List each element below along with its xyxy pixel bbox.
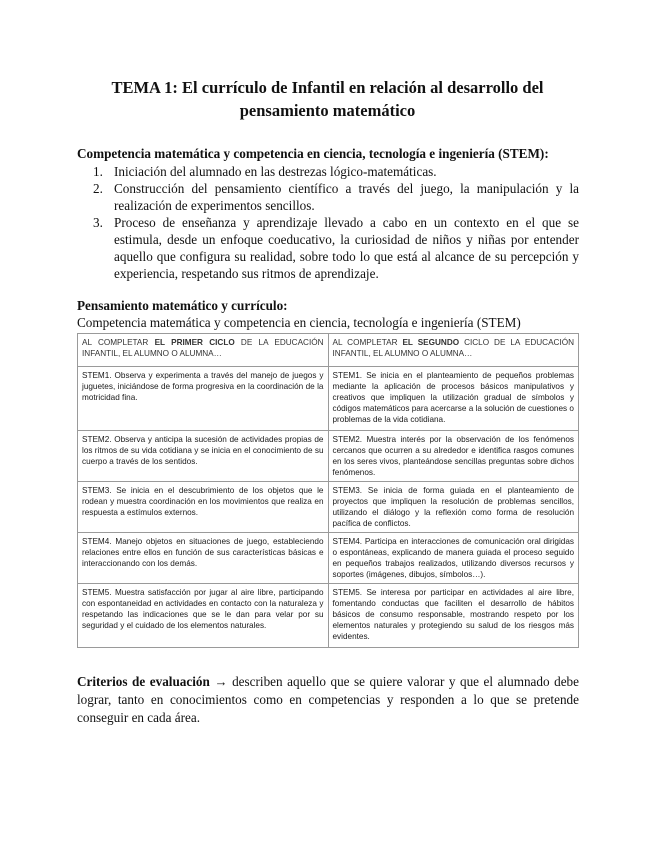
page-title-line-2: pensamiento matemático (239, 101, 416, 120)
header-first-cycle (78, 334, 329, 367)
table-cell-first-cycle: STEM1. Observa y experimenta a través del manejo de juegos y juguetes, iniciándose de forma progresiva en la coordinación de la motricidad fina. (78, 367, 329, 431)
list-item (93, 163, 579, 180)
table-cell-second-cycle: STEM5. Se interesa por participar en actividades al aire libre, fomentando conductas que faciliten el desarrollo de hábitos básicos de consumo responsable, mostrando respeto por los elementos naturales y protegiendo su salud de los riesgos más evidentes. (328, 584, 579, 648)
stem-criteria-table (77, 333, 579, 648)
header-first-cycle-bold: EL PRIMER CICLO (154, 338, 235, 347)
table-row (78, 367, 579, 431)
list-item-text: Iniciación del alumnado en las destrezas lógico-matemáticas. (114, 164, 437, 179)
table-cell-first-cycle: STEM3. Se inicia en el descubrimiento de los objetos que le rodean y muestra coordinación en los movimientos que realiza en respuesta a estímulos externos. (78, 482, 329, 533)
evaluation-criteria-paragraph (77, 673, 579, 727)
table-cell-second-cycle: STEM1. Se inicia en el planteamiento de pequeños problemas mediante la aplicación de procesos básicos manipulativos y creativos que impliquen la utilización gradual de símbolos y códigos matemáticos para acercarse a la solución de cuestiones o problemas de la vida cotidiana. (328, 367, 579, 431)
header-first-cycle-post: DE LA EDUCACIÓN INFANTIL, EL ALUMNO O ALUMNA… (82, 338, 324, 358)
header-second-cycle-bold: EL SEGUNDO (402, 338, 460, 347)
table-row (78, 584, 579, 648)
header-second-cycle (328, 334, 579, 367)
table-row (78, 431, 579, 482)
table-cell-first-cycle: STEM5. Muestra satisfacción por jugar al aire libre, participando con espontaneidad en actividades en contacto con la naturaleza y respetando las indicaciones que se le dan para velar por su seguridad y el cuidado de los elementos naturales. (78, 584, 329, 648)
table-row (78, 482, 579, 533)
page-title-line-1: TEMA 1: El currículo de Infantil en relación al desarrollo del (111, 78, 544, 97)
section-heading-stem: Competencia matemática y competencia en ciencia, tecnología e ingeniería (STEM): (77, 146, 549, 161)
table-cell-second-cycle: STEM2. Muestra interés por la observación de los fenómenos cercanos que ocurren a su alrededor e identifica rasgos comunes en los seres vivos, planteándose sencillas preguntas sobre dichos fenómenos. (328, 431, 579, 482)
header-second-cycle-pre: AL COMPLETAR (332, 338, 403, 347)
stem-competence-list (93, 163, 579, 282)
list-item-number: 3. (93, 215, 103, 230)
list-item (93, 214, 579, 282)
table-cell-first-cycle: STEM4. Manejo objetos en situaciones de juego, estableciendo relaciones entre ellos en función de sus características básicas e interaccionando con los demás. (78, 533, 329, 584)
header-second-cycle-post: CICLO DE LA EDUCACIÓN INFANTIL, EL ALUMNO O ALUMNA… (332, 338, 574, 358)
table-row (78, 533, 579, 584)
section-subtitle: Competencia matemática y competencia en ciencia, tecnología e ingeniería (STEM) (77, 315, 521, 330)
section-heading-curriculum: Pensamiento matemático y currículo: (77, 298, 288, 313)
page-title (70, 76, 585, 122)
table-cell-second-cycle: STEM3. Se inicia de forma guiada en el planteamiento de proyectos que impliquen la resolución de problemas sencillos, utilizando el diálogo y la reflexión como forma de resolución pacífica de conflictos. (328, 482, 579, 533)
list-item-number: 2. (93, 181, 103, 196)
table-cell-second-cycle: STEM4. Participa en interacciones de comunicación oral dirigidas o espontáneas, explicando de manera guiada el proceso seguido en pequeños trabajos realizados, utilizando diversos recursos y soportes (imágenes, dibujos, símbolos…). (328, 533, 579, 584)
criteria-text: describen aquello que se quiere valorar y que el alumnado debe lograr, tanto en conocimientos como en competencias y responden a lo que se pretende conseguir en cada área. (77, 674, 580, 725)
arrow-icon: → (214, 674, 228, 689)
list-item (93, 180, 579, 214)
table-cell-first-cycle: STEM2. Observa y anticipa la sucesión de actividades propias de los ritmos de su vida cotidiana y se inicia en el conocimiento de su cuerpo a través de los sentidos. (78, 431, 329, 482)
list-item-text: Construcción del pensamiento científico a través del juego, la manipulación y la realización de experimentos sencillos. (114, 181, 579, 213)
list-item-number: 1. (93, 164, 103, 179)
table-header-row (78, 334, 579, 367)
list-item-text: Proceso de enseñanza y aprendizaje llevado a cabo en un contexto en el que se estimula, desde un enfoque coeducativo, la curiosidad de niños y niñas por entender aquello que configura su realidad, sobre todo lo que está al alcance de su percepción y experiencia, respetando sus ritmos de aprendizaje. (114, 215, 579, 281)
header-first-cycle-pre: AL COMPLETAR (82, 338, 155, 347)
criteria-label: Criterios de evaluación (77, 674, 210, 689)
